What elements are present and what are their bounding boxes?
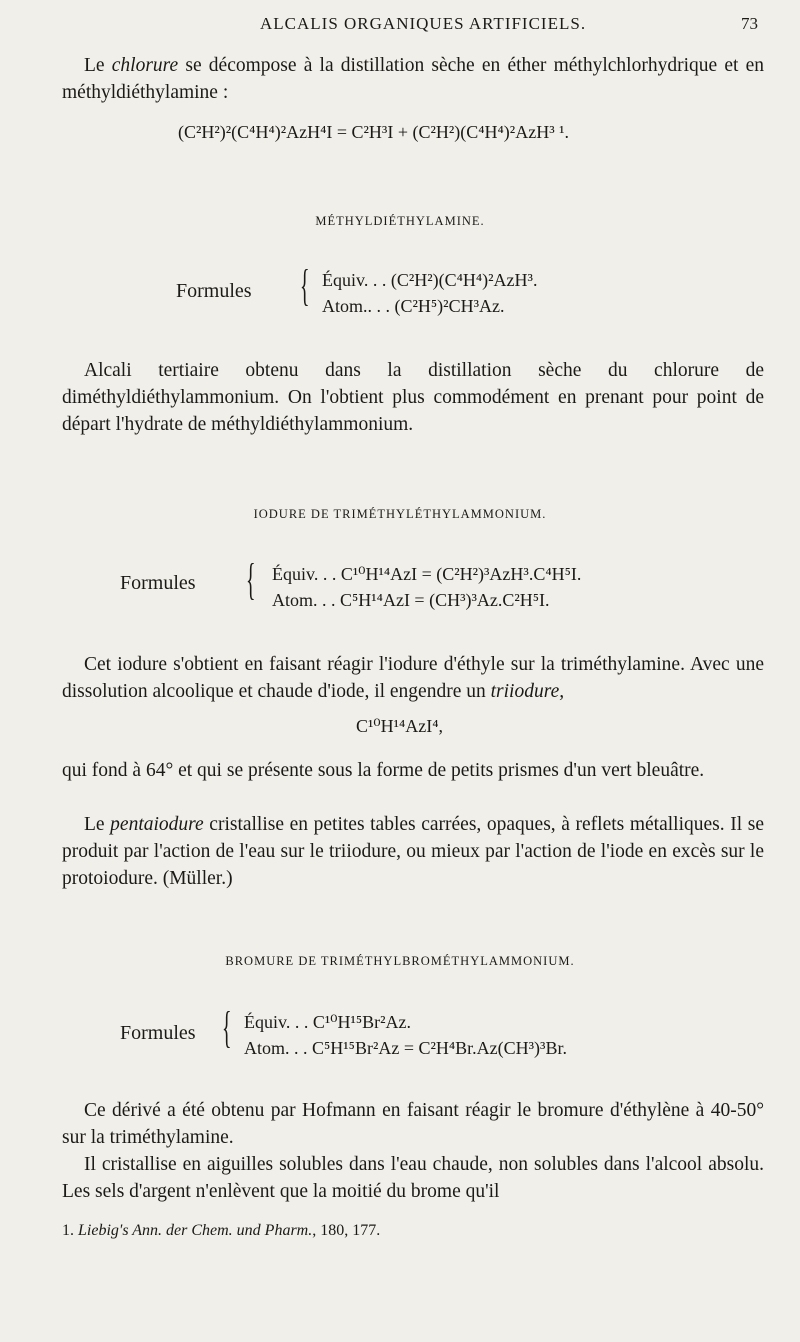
paragraph-iodure: Cet iodure s'obtient en faisant réagir l'iodure d'éthyle sur la triméthylamine. Avec une dissolution alcoolique et chaude d'iode, il engendre un triiodure, — [62, 654, 764, 702]
formula-atom: Atom. . . C⁵H¹⁴AzI = (CH³)³Az.C²H⁵I. — [272, 590, 550, 610]
formula-equiv: Équiv. . . (C²H²)(C⁴H⁴)²AzH³. — [322, 270, 538, 290]
running-header — [60, 14, 760, 44]
equation-decomposition: (C²H²)²(C⁴H⁴)²AzH⁴I = C²H³I + (C²H²)(C⁴H⁴)²AzH³ ¹. — [178, 122, 569, 142]
footnote: 1. Liebig's Ann. der Chem. und Pharm., 180, 177. — [62, 1222, 381, 1239]
emphasis-triiodure: triiodure, — [490, 681, 565, 702]
section-heading-methyldiethylamine: MÉTHYLDIÉTHYLAMINE. — [315, 214, 485, 228]
running-title: ALCALIS ORGANIQUES ARTIFICIELS. — [260, 14, 587, 33]
brace-icon: { — [246, 555, 256, 604]
emphasis-chlorure: chlorure — [111, 55, 179, 76]
formula-equiv: Équiv. . . C¹⁰H¹⁵Br²Az. — [244, 1012, 412, 1032]
page-number: 73 — [741, 14, 758, 33]
formula-atom: Atom. . . C⁵H¹⁵Br²Az = C²H⁴Br.Az(CH³)³Br. — [244, 1038, 567, 1058]
formula-atom: Atom.. . . (C²H⁵)²CH³Az. — [322, 296, 505, 316]
section-heading-bromure: BROMURE DE TRIMÉTHYLBROMÉTHYLAMMONIUM. — [225, 954, 575, 968]
footnote-reference: Liebig's Ann. der Chem. und Pharm. — [78, 1222, 313, 1239]
formula-equiv: Équiv. . . C¹⁰H¹⁴AzI = (C²H²)³AzH³.C⁴H⁵I. — [272, 564, 582, 584]
equation-triiodure: C¹⁰H¹⁴AzI⁴, — [356, 716, 444, 736]
formula-label: Formules — [120, 572, 196, 594]
brace-icon: { — [222, 1003, 232, 1052]
brace-icon: { — [300, 261, 310, 310]
section-heading-iodure: IODURE DE TRIMÉTHYLÉTHYLAMMONIUM. — [253, 507, 547, 521]
paragraph-cristallise: Il cristallise en aiguilles solubles dans l'eau chaude, non solubles dans l'alcool absolu. Les sels d'argent n'enlèvent que la moitié du brome qu'il — [62, 1154, 764, 1202]
paragraph-pentaiodure: Le pentaiodure cristallise en petites tables carrées, opaques, à reflets métalliques. Il se produit par l'action de l'eau sur le triiodure, ou mieux par l'action de l'iode en excès sur le protoiodure. (Müller.) — [62, 814, 764, 889]
paragraph-alcali-tertiaire: Alcali tertiaire obtenu dans la distillation sèche du chlorure de diméthyldiéthylammonium. On l'obtient plus commodément en prenant pour point de départ l'hydrate de méthyldiéthylammonium. — [62, 360, 764, 435]
formula-label: Formules — [120, 1022, 196, 1044]
paragraph-chlorure: Le chlorure se décompose à la distillation sèche en éther méthylchlorhydrique et en méthyldiéthylamine : — [62, 55, 764, 103]
paragraph-hofmann: Ce dérivé a été obtenu par Hofmann en faisant réagir le bromure d'éthylène à 40-50° sur la triméthylamine. — [62, 1100, 764, 1148]
formula-label: Formules — [176, 280, 252, 302]
emphasis-pentaiodure: pentaiodure — [110, 814, 204, 835]
paragraph-triiodure: qui fond à 64° et qui se présente sous la forme de petits prismes d'un vert bleuâtre. — [62, 760, 705, 781]
